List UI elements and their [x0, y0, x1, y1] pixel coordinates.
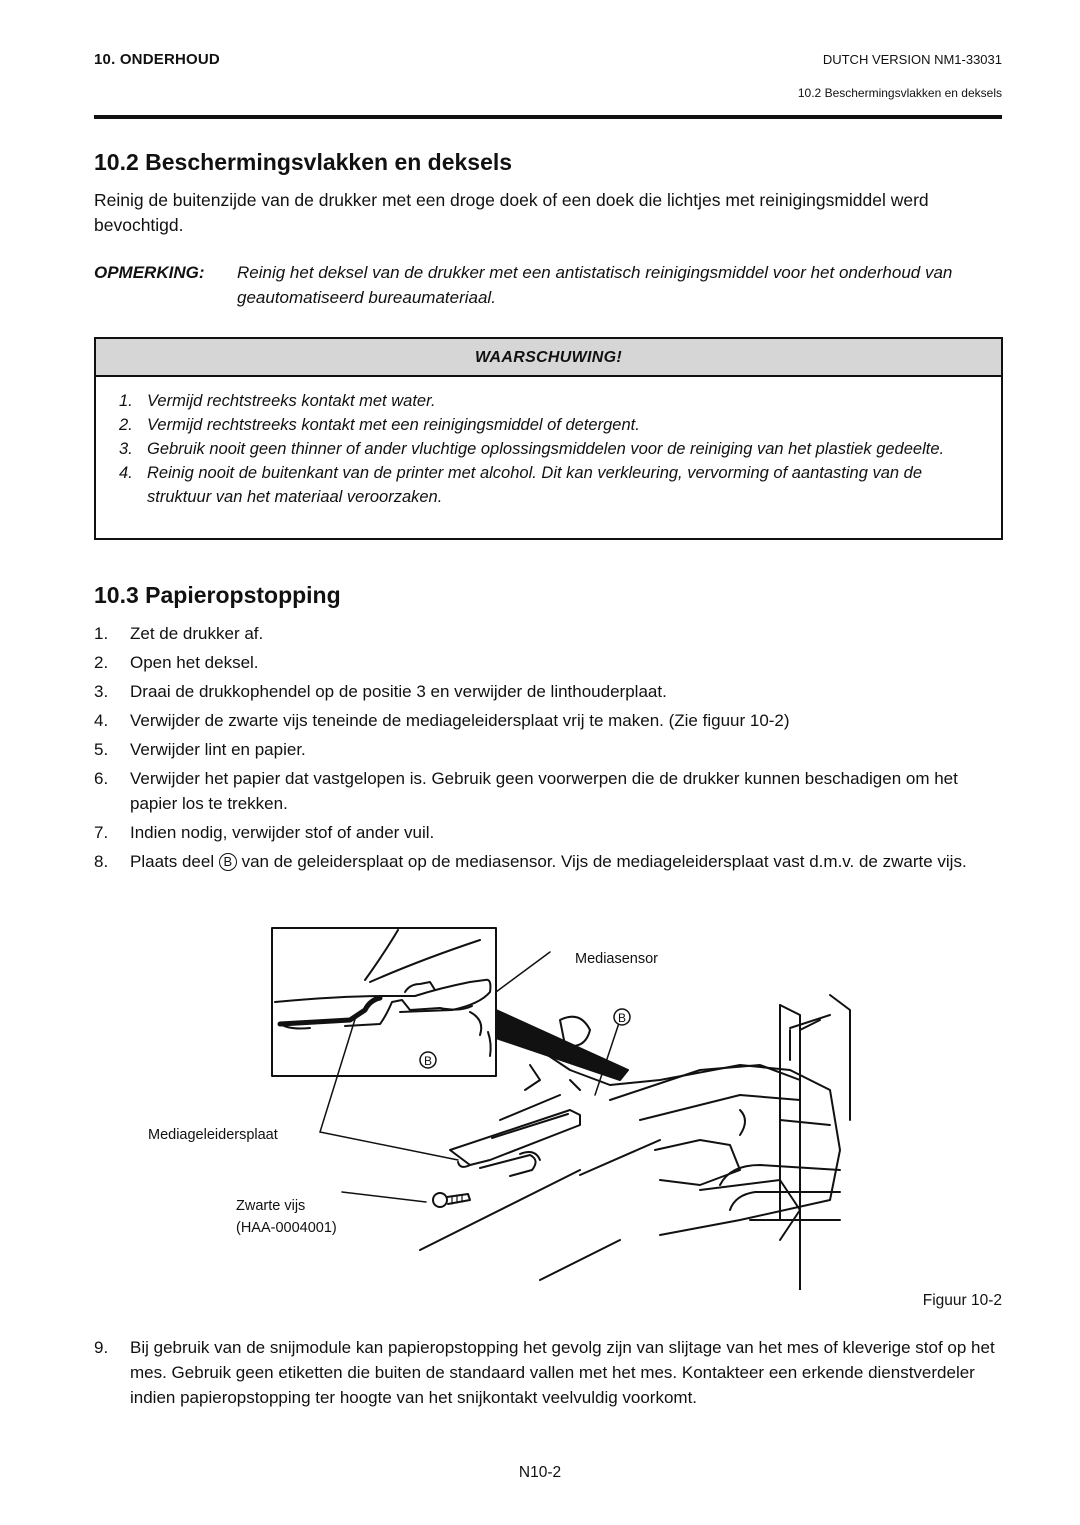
note-text: Reinig het deksel van de drukker met een antistatisch reinigingsmiddel voor het onderhoud van geautomatiseerd bureaumateriaal. — [237, 263, 953, 307]
step-number: 1. — [94, 624, 109, 643]
b-marker-machine — [614, 1009, 630, 1025]
warning-item-number: 2. — [119, 416, 133, 434]
step-number: 6. — [94, 769, 109, 788]
warning-item — [96, 437, 1001, 461]
step-text: van de geleidersplaat op de mediasensor. Vijs de mediageleidersplaat vast d.m.v. de zwarte vijs. — [236, 852, 967, 871]
svg-text:B: B — [423, 1054, 433, 1068]
list-item — [94, 820, 1006, 845]
warning-item-text: Gebruik nooit geen thinner of ander vluchtige oplossingsmiddelen voor de reiniging van het plastiek gedeelte. — [147, 440, 945, 458]
figure-caption: Figuur 10-2 — [922, 1292, 1002, 1309]
section-title-paper-jam: 10.3 Papieropstopping — [94, 582, 341, 608]
note-label: OPMERKING: — [94, 263, 205, 282]
list-item — [94, 679, 1006, 704]
step-text: Verwijder de zwarte vijs teneinde de mediageleidersplaat vrij te maken. (Zie figuur 10-2) — [130, 711, 790, 730]
header-divider — [94, 115, 1002, 119]
label-mediasensor: Mediasensor — [575, 951, 659, 967]
label-media-guide-plate: Mediageleidersplaat — [148, 1127, 278, 1143]
step-text: Open het deksel. — [130, 653, 259, 672]
step-text: Verwijder lint en papier. — [130, 740, 306, 759]
list-item — [94, 737, 1006, 762]
warning-item — [96, 461, 1001, 509]
list-item — [94, 849, 1006, 874]
list-item — [94, 708, 1006, 733]
warning-title: WAARSCHUWING! — [96, 339, 1001, 377]
label-screw-code: (HAA-0004001) — [236, 1220, 337, 1236]
step-number: 2. — [94, 653, 109, 672]
step-number: 5. — [94, 740, 109, 759]
step-number: 9. — [94, 1338, 109, 1357]
section-reference: 10.2 Beschermingsvlakken en deksels — [797, 86, 1002, 100]
intro-paragraph: Reinig de buitenzijde van de drukker met een droge doek of een doek die lichtjes met reinigingsmiddel werd bevochtigd. — [94, 190, 929, 235]
section-title-protective-surfaces: 10.2 Beschermingsvlakken en deksels — [94, 149, 513, 175]
list-item — [94, 650, 1006, 675]
detail-inset-frame — [272, 928, 496, 1076]
step-text: Plaats deel — [130, 852, 219, 871]
page-number: N10-2 — [518, 1464, 562, 1481]
chapter-heading: 10. ONDERHOUD — [94, 51, 220, 68]
step-number: 4. — [94, 711, 109, 730]
warning-item-text: Vermijd rechtstreeks kontakt met water. — [147, 392, 436, 410]
warning-item-number: 3. — [119, 440, 133, 458]
part-b-marker: B — [219, 853, 237, 871]
document-version: DUTCH VERSION NM1-33031 — [822, 52, 1002, 67]
step-list — [94, 621, 1006, 878]
printer-illustration — [140, 920, 1020, 1290]
warning-item-text: Reinig nooit de buitenkant van de printer met alcohol. Dit kan verkleuring, vervorming of aantasting van de struktuur van het materiaal veroorzaken. — [147, 464, 923, 506]
step-number: 3. — [94, 682, 109, 701]
step-text: Indien nodig, verwijder stof of ander vuil. — [130, 823, 435, 842]
warning-item-number: 4. — [119, 464, 133, 482]
warning-item — [96, 413, 1001, 437]
warning-item-number: 1. — [119, 392, 133, 410]
warning-item — [96, 389, 1001, 413]
warning-item-text: Vermijd rechtstreeks kontakt met een reinigingsmiddel of detergent. — [147, 416, 640, 434]
step-text: Bij gebruik van de snijmodule kan papieropstopping het gevolg zijn van slijtage van het mes of kleverige stof op het mes. Gebruik geen etiketten die buiten de standaard vallen met het mes. Kontakteer een erkende dienstverdeler indien papieropstopping ter hoogte van het snijkontakt veelvuldig voorkomt. — [130, 1338, 995, 1407]
figure-10-2 — [140, 920, 1020, 1290]
list-item — [94, 621, 1006, 646]
step-text: Zet de drukker af. — [130, 624, 264, 643]
warning-box — [94, 337, 1003, 540]
label-black-screw: Zwarte vijs — [236, 1198, 306, 1214]
step-text: Verwijder het papier dat vastgelopen is. Gebruik geen voorwerpen die de drukker kunnen beschadigen om het papier los te trekken. — [130, 769, 958, 813]
b-marker-inset — [420, 1052, 436, 1068]
warning-list — [96, 377, 1001, 509]
list-item — [94, 766, 1006, 816]
svg-text:B: B — [617, 1011, 627, 1025]
step-text: Draai de drukkophendel op de positie 3 en verwijder de linthouderplaat. — [130, 682, 667, 701]
step-number: 7. — [94, 823, 109, 842]
step-number: 8. — [94, 852, 109, 871]
